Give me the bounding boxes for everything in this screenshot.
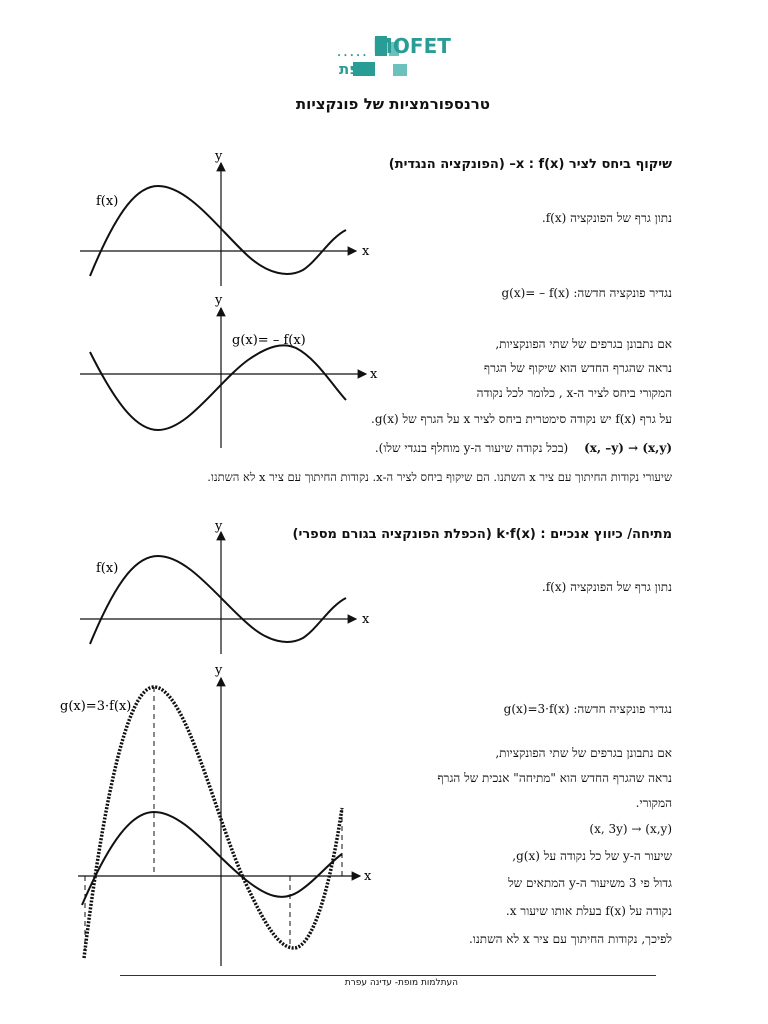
graph4-x-label: x	[364, 869, 372, 884]
graph2-func-label: g(x)= – f(x)	[232, 333, 306, 348]
graph3-y-label: y	[215, 519, 223, 534]
logo	[333, 32, 451, 82]
graph2-x-label: x	[370, 367, 378, 382]
graph3	[78, 518, 378, 658]
graph1	[78, 148, 368, 288]
graph4-y-label: y	[215, 663, 223, 678]
section1-mapping: (x,y) → (x, –y)	[584, 441, 672, 455]
graph4	[50, 660, 380, 970]
section1-define-text: נגדיר פונקציה חדשה: g(x)= – f(x)	[501, 286, 672, 300]
graph1-curve	[90, 186, 346, 276]
section1-mapping-note: (בכל נקודה שיעור ה-y מוחלף בנגדי שלו).	[374, 441, 569, 455]
graph3-x-label: x	[362, 612, 370, 627]
section1-heading: שיקוף ביחס לציר x : f(x)– (הפונקציה הנגדית)	[388, 157, 672, 172]
footer-text: העתלמות מופת- עדינה עפרת	[344, 978, 458, 988]
logo-primary: MOFET	[373, 34, 451, 58]
graph1-y-label: y	[215, 149, 223, 164]
graph4-func-label: g(x)=3·f(x)	[60, 699, 132, 714]
graph4-original-curve	[82, 812, 342, 905]
section1-line-2: נראה שהגרף החדש הוא שיקוף של הגרף	[483, 361, 672, 375]
graph2-y-label: y	[215, 293, 223, 308]
graph1-x-label: x	[362, 244, 370, 259]
graph2	[78, 290, 378, 450]
section2-line-3: המקורי.	[635, 796, 672, 810]
graph4-stretched-curve	[84, 687, 342, 958]
section2-heading: מתיחה/ כיווץ אנכיים : k·f(x) (הכפלת הפונקציה בגורם מספרי)	[292, 527, 672, 542]
section2-line-6: נקודה על f(x) בעלת אותו שיעור x.	[505, 904, 672, 918]
graph3-curve	[90, 556, 346, 644]
section2-line-5: גדול פי 3 משיעור ה-y המתאים של	[508, 876, 672, 890]
logo-hebrew: מופת	[339, 60, 376, 78]
section2-line-7: לפיכך, נקודות החיתוך עם ציר x לא השתנו.	[468, 932, 672, 946]
section1-line-3: המקורי ביחס לציר ה-x , כלומר לכל נקודה	[476, 386, 672, 400]
footer-divider	[120, 975, 656, 976]
section2-line-1: אם נתבונן בגרפים של שתי הפונקציות,	[495, 746, 672, 760]
graph2-curve	[90, 345, 346, 430]
page-title: טרנספורמציות של פונקציות	[295, 95, 490, 113]
section2-define-text: נגדיר פונקציה חדשה: g(x)=3·f(x)	[503, 702, 672, 716]
section2-given-text: נתון גרף של הפונקציה f(x).	[541, 580, 672, 594]
section2-line-2: נראה שהגרף החדש הוא "מתיחה" אנכית של הגרף	[437, 771, 672, 785]
section1-line-4: על גרף f(x) יש נקודה סימטרית ביחס לציר x על הגרף של g(x).	[371, 412, 672, 426]
section1-line-1: אם נתבונן בגרפים של שתי הפונקציות,	[495, 337, 672, 351]
graph3-func-label: f(x)	[96, 561, 119, 576]
graph1-func-label: f(x)	[96, 194, 119, 209]
section1-summary: שיעורי נקודות החיתוך עם ציר x השתנו. הם שיקוף ביחס לציר ה-x. נקודות החיתוך עם ציר x לא השתנו.	[207, 470, 672, 484]
svg-text:• • • • •: • • • • •	[337, 52, 367, 60]
section1-given-text: נתון גרף של הפונקציה f(x).	[541, 211, 672, 225]
section2-line-4: שיעור ה-y של כל נקודה על g(x),	[512, 849, 672, 863]
section2-mapping: (x,y) → (x, 3y)	[589, 822, 672, 836]
